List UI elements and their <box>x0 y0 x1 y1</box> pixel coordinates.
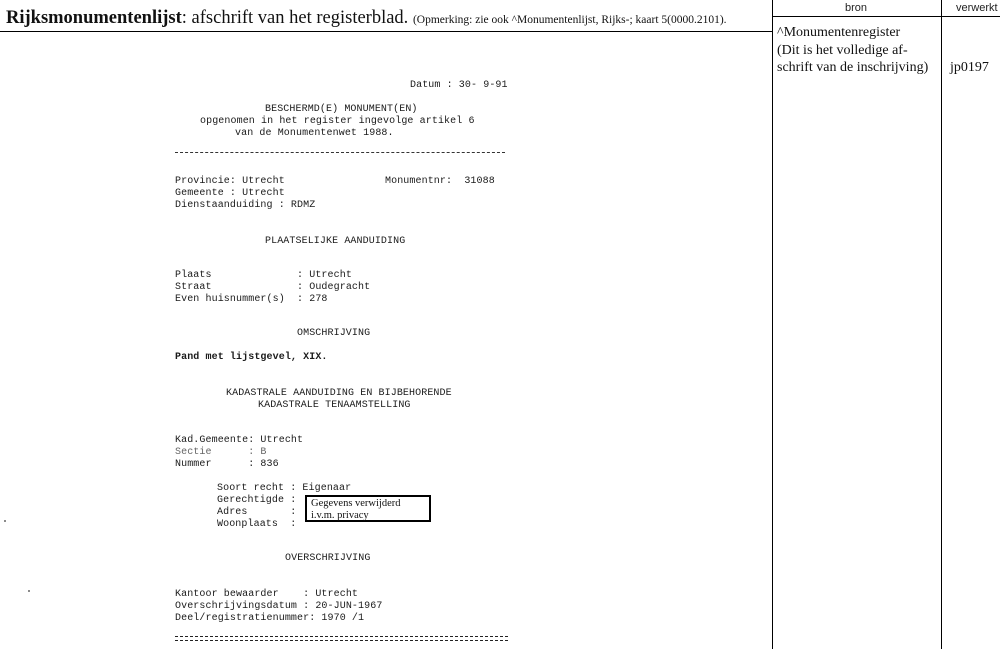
doc-huisnummer: Even huisnummer(s) : 278 <box>175 294 328 305</box>
bron-text: ^Monumentenregister (Dit is het volledige af- schrift van de inschrijving) <box>777 25 929 75</box>
title-bold: Rijksmonumentenlijst <box>6 8 182 28</box>
doc-straat: Straat : Oudegracht <box>175 282 371 293</box>
doc-gerechtigde: Gerechtigde : <box>217 495 297 506</box>
doc-section-kadastraal-1: KADASTRALE AANDUIDING EN BIJBEHORENDE <box>226 388 452 399</box>
doc-provincie: Provincie: Utrecht <box>175 176 285 187</box>
doc-heading-3: van de Monumentenwet 1988. <box>235 128 394 139</box>
verwerkt-text: jp0197 <box>950 60 989 75</box>
doc-soort-recht: Soort recht : Eigenaar <box>217 483 352 494</box>
double-dashed-separator <box>175 636 508 641</box>
doc-plaats: Plaats : Utrecht <box>175 270 352 281</box>
doc-section-overschrijving: OVERSCHRIJVING <box>285 553 371 564</box>
privacy-text: Gegevens verwijderd i.v.m. privacy <box>311 498 401 521</box>
doc-pand-description: Pand met lijstgevel, XIX. <box>175 352 328 363</box>
doc-section-omschrijving: OMSCHRIJVING <box>297 328 371 339</box>
header-row-line <box>772 16 1000 17</box>
title-rest: : afschrift van het registerblad. <box>181 8 409 28</box>
title-note: (Opmerking: zie ook ^Monumentenlijst, Rijks-; kaart 5(0000.2101). <box>412 14 727 26</box>
doc-heading-2: opgenomen in het register ingevolge artikel 6 <box>200 116 475 127</box>
doc-section-plaatselijke: PLAATSELIJKE AANDUIDING <box>265 236 406 247</box>
doc-section-kadastraal-2: KADASTRALE TENAAMSTELLING <box>258 400 411 411</box>
privacy-redaction-box <box>305 495 431 522</box>
page-title <box>6 8 727 29</box>
doc-dienstaanduiding: Dienstaanduiding : RDMZ <box>175 200 316 211</box>
column-header-verwerkt: verwerkt <box>956 2 998 14</box>
doc-kad-gemeente: Kad.Gemeente: Utrecht <box>175 435 304 446</box>
doc-monumentnr: Monumentnr: 31088 <box>385 176 495 187</box>
column-header-bron: bron <box>845 2 868 14</box>
doc-woonplaats: Woonplaats : <box>217 519 297 530</box>
doc-datum: Datum : 30- 9-91 <box>410 80 508 91</box>
doc-gemeente: Gemeente : Utrecht <box>175 188 285 199</box>
title-underline <box>0 31 772 32</box>
scan-speck <box>4 520 6 522</box>
doc-overschrijvingsdatum: Overschrijvingsdatum : 20-JUN-1967 <box>175 601 383 612</box>
doc-sectie: Sectie : B <box>175 447 267 458</box>
column-divider-verwerkt <box>941 0 942 649</box>
doc-kantoor-bewaarder: Kantoor bewaarder : Utrecht <box>175 589 359 600</box>
doc-deel-registratienummer: Deel/registratienummer: 1970 /1 <box>175 613 365 624</box>
doc-heading-1: BESCHERMD(E) MONUMENT(EN) <box>265 104 418 115</box>
doc-nummer: Nummer : 836 <box>175 459 279 470</box>
dashed-separator <box>175 152 505 153</box>
column-divider-bron <box>772 0 773 649</box>
scan-speck <box>28 590 30 592</box>
doc-adres: Adres : <box>217 507 297 518</box>
